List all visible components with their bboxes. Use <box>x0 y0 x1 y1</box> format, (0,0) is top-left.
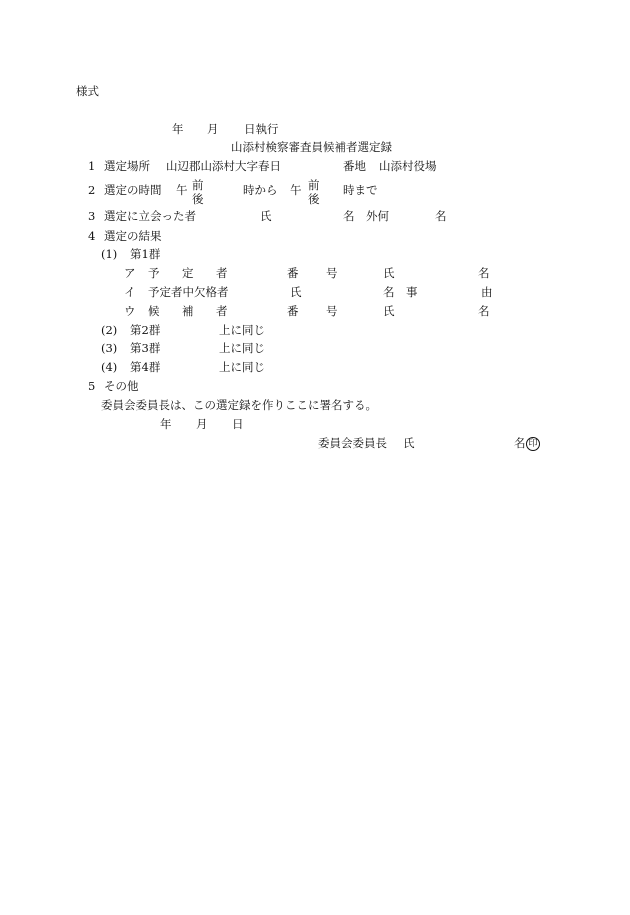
ban: 番 <box>287 304 299 318</box>
place-prefix: 山辺郡山添村大字春日 <box>166 159 281 173</box>
group-label: 第1群 <box>130 247 161 261</box>
time-until: 時まで <box>343 183 378 197</box>
shi: 氏 <box>383 304 395 318</box>
row-letter: ア <box>124 266 136 280</box>
exec-month: 月 <box>207 122 219 136</box>
item-num: 2 <box>88 183 96 197</box>
form-label: 様式 <box>76 84 99 98</box>
shi: 氏 <box>403 436 415 450</box>
mei-2: 名 <box>435 209 447 223</box>
exec-year: 年 <box>172 122 184 136</box>
mei: 名 <box>343 209 355 223</box>
shi: 氏 <box>260 209 272 223</box>
time-from: 時から <box>243 183 278 197</box>
ampm-stack-2 <box>308 178 320 207</box>
row-char-3: 者 <box>216 304 228 318</box>
group-num: (2) <box>101 323 118 337</box>
ji: 事 <box>406 285 418 299</box>
item-num: 1 <box>88 159 96 173</box>
same-as-above: 上に同じ <box>219 323 265 337</box>
exec-day: 日執行 <box>244 122 279 136</box>
row-label: 予定者中欠格者 <box>148 285 229 299</box>
pre-2: 前 <box>308 178 320 192</box>
signer-role: 委員会委員長 <box>318 436 387 450</box>
group-label: 第4群 <box>130 360 161 374</box>
sign-day: 日 <box>232 417 244 431</box>
item-label: 選定の時間 <box>104 183 162 197</box>
go: 号 <box>326 266 338 280</box>
item-label: 選定の結果 <box>104 229 162 243</box>
shi: 氏 <box>290 285 302 299</box>
go: 号 <box>326 304 338 318</box>
row-char-2: 定 <box>182 266 194 280</box>
mei: 名 <box>383 285 395 299</box>
row-letter: イ <box>124 285 136 299</box>
item-label: 選定場所 <box>104 159 150 173</box>
item-num: 4 <box>88 229 96 243</box>
others: 外何 <box>366 209 389 223</box>
same-as-above: 上に同じ <box>219 341 265 355</box>
time-am-1: 午 <box>176 183 188 197</box>
place-banchi: 番地 <box>343 159 366 173</box>
group-num: (4) <box>101 360 118 374</box>
sign-month: 月 <box>196 417 208 431</box>
row-char-3: 者 <box>216 266 228 280</box>
mei: 名 <box>478 266 490 280</box>
row-char-2: 補 <box>182 304 194 318</box>
shi: 氏 <box>383 266 395 280</box>
document-title: 山添村検察審査員候補者選定録 <box>231 140 392 154</box>
yu: 由 <box>481 285 493 299</box>
mei: 名 <box>514 436 526 450</box>
signing-note: 委員会委員長は、この選定録を作りここに署名する。 <box>101 398 377 412</box>
item-label: 選定に立会った者 <box>104 209 196 223</box>
post-2: 後 <box>308 192 320 207</box>
group-label: 第3群 <box>130 341 161 355</box>
item-num: 3 <box>88 209 96 223</box>
group-num: (3) <box>101 341 118 355</box>
post-1: 後 <box>192 192 204 207</box>
same-as-above: 上に同じ <box>219 360 265 374</box>
place-office: 山添村役場 <box>379 159 437 173</box>
item-num: 5 <box>88 379 96 393</box>
row-char-1: 候 <box>148 304 160 318</box>
ampm-stack-1 <box>192 178 204 207</box>
ban: 番 <box>287 266 299 280</box>
time-am-2: 午 <box>290 183 302 197</box>
mei: 名 <box>478 304 490 318</box>
seal-icon: 印 <box>526 437 540 451</box>
pre-1: 前 <box>192 178 204 192</box>
group-label: 第2群 <box>130 323 161 337</box>
group-num: (1) <box>101 247 118 261</box>
row-letter: ウ <box>124 304 136 318</box>
row-char-1: 予 <box>148 266 160 280</box>
sign-year: 年 <box>160 417 172 431</box>
item-label: その他 <box>104 379 139 393</box>
